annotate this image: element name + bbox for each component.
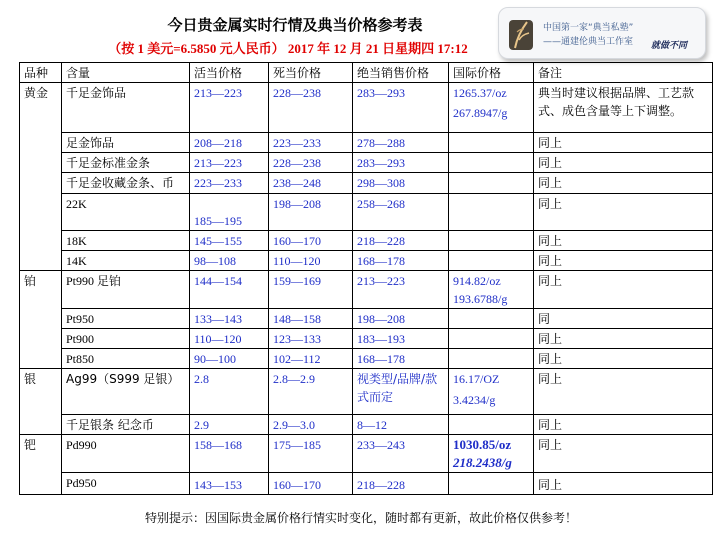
dead-price-cell: 2.8—2.9 xyxy=(269,369,353,415)
intl-price-cell xyxy=(449,231,534,251)
dead-price-cell: 2.9—3.0 xyxy=(269,415,353,435)
dead-price-cell: 198—208 xyxy=(269,194,353,231)
sale-price-cell: 233—243 xyxy=(353,435,449,473)
dead-price-cell: 228—238 xyxy=(269,153,353,173)
intl-price-cell xyxy=(449,329,534,349)
note-cell: 同上 xyxy=(534,415,713,435)
intl-price-cell xyxy=(449,435,534,473)
dead-price-cell: 223—233 xyxy=(269,133,353,153)
live-price-cell: 208—218 xyxy=(190,133,269,153)
sale-price-cell: 198—208 xyxy=(353,309,449,329)
live-price-cell: 110—120 xyxy=(190,329,269,349)
note-cell: 同上 xyxy=(534,194,713,231)
table-row xyxy=(20,415,713,435)
sale-price-cell: 218—228 xyxy=(353,231,449,251)
intl-price-cell xyxy=(449,369,534,415)
header-content: 含量 xyxy=(62,63,190,83)
sale-price-cell: 168—178 xyxy=(353,349,449,369)
dead-price-cell: 159—169 xyxy=(269,271,353,309)
table-row xyxy=(20,231,713,251)
note-cell: 典当时建议根据品牌、工艺款式、成色含量等上下调整。 xyxy=(534,83,713,133)
dead-price-cell: 110—120 xyxy=(269,251,353,271)
intl-price-oz: 1030.85/oz xyxy=(453,437,512,452)
header-live-price: 活当价格 xyxy=(190,63,269,83)
sale-price-cell: 213—223 xyxy=(353,271,449,309)
intl-price-oz: 16.17/OZ xyxy=(453,372,500,386)
intl-price-g: 267.8947/g xyxy=(453,106,508,120)
sale-price-cell: 283—293 xyxy=(353,83,449,133)
content-cell: 足金饰品 xyxy=(62,133,190,153)
intl-price-cell xyxy=(449,173,534,194)
dead-price-cell: 148—158 xyxy=(269,309,353,329)
content-cell: 千足金标准金条 xyxy=(62,153,190,173)
sale-price-cell: 218—228 xyxy=(353,473,449,495)
content-cell: Pt900 xyxy=(62,329,190,349)
sale-price-cell: 278—288 xyxy=(353,133,449,153)
note-cell: 同 xyxy=(534,309,713,329)
note-cell: 同上 xyxy=(534,329,713,349)
table-row xyxy=(20,435,713,473)
note-cell: 同上 xyxy=(534,251,713,271)
live-price-cell: 143—153 xyxy=(190,473,269,495)
live-price-cell: 2.8 xyxy=(190,369,269,415)
live-price-cell: 90—100 xyxy=(190,349,269,369)
bamboo-icon xyxy=(507,18,535,52)
sale-price-cell: 视类型/品牌/款式而定 xyxy=(353,369,449,415)
intl-price-cell xyxy=(449,271,534,309)
badge-card xyxy=(498,7,706,59)
badge-line2: ——通建伦典当工作室 xyxy=(543,37,634,47)
note-cell: 同上 xyxy=(534,369,713,415)
sale-price-cell: 183—193 xyxy=(353,329,449,349)
table-row xyxy=(20,153,713,173)
note-cell: 同上 xyxy=(534,133,713,153)
table-header-row xyxy=(20,63,713,83)
intl-price-g: 3.4234/g xyxy=(453,393,496,407)
content-cell: Pd950 xyxy=(62,473,190,495)
category-cell: 黄金 xyxy=(20,83,62,271)
note-cell: 同上 xyxy=(534,473,713,495)
table-row xyxy=(20,173,713,194)
table-row xyxy=(20,473,713,495)
live-price-cell: 213—223 xyxy=(190,83,269,133)
live-price-cell: 158—168 xyxy=(190,435,269,473)
intl-price-g: 193.6788/g xyxy=(453,292,508,306)
intl-price-cell xyxy=(449,194,534,231)
sale-price-cell: 168—178 xyxy=(353,251,449,271)
content-cell: Ag99（S999 足银） xyxy=(62,369,190,415)
content-cell: 22K xyxy=(62,194,190,231)
note-cell: 同上 xyxy=(534,271,713,309)
content-cell: Pt990 足铂 xyxy=(62,271,190,309)
exchange-rate-date: （按 1 美元=6.5850 元人民币） 2017 年 12 月 21 日星期四 17:12 xyxy=(108,41,468,56)
header-note: 备注 xyxy=(534,63,713,83)
content-cell: 千足金收藏金条、币 xyxy=(62,173,190,194)
table-row xyxy=(20,271,713,309)
live-price-cell: 223—233 xyxy=(190,173,269,194)
table-row xyxy=(20,251,713,271)
header-sale-price: 绝当销售价格 xyxy=(353,63,449,83)
category-cell: 铂 xyxy=(20,271,62,369)
note-cell: 同上 xyxy=(534,349,713,369)
studio-badge xyxy=(498,3,712,61)
live-price-cell: 145—155 xyxy=(190,231,269,251)
footer-notice: 特别提示：因国际贵金属价格行情实时变化，随时都有更新，故此价格仅供参考！ xyxy=(144,511,577,525)
content-cell: Pt950 xyxy=(62,309,190,329)
category-cell: 钯 xyxy=(20,435,62,495)
sale-price-cell: 8—12 xyxy=(353,415,449,435)
price-table xyxy=(19,62,713,495)
live-price-cell: 185—195 xyxy=(190,194,269,231)
live-price-cell: 2.9 xyxy=(190,415,269,435)
intl-price-cell xyxy=(449,153,534,173)
dead-price-cell: 160—170 xyxy=(269,231,353,251)
intl-price-cell xyxy=(449,83,534,133)
note-cell: 同上 xyxy=(534,173,713,194)
live-price-cell: 144—154 xyxy=(190,271,269,309)
dead-price-cell: 123—133 xyxy=(269,329,353,349)
header-category: 品种 xyxy=(20,63,62,83)
table-row xyxy=(20,309,713,329)
table-row xyxy=(20,194,713,231)
content-cell: Pt850 xyxy=(62,349,190,369)
intl-price-cell xyxy=(449,251,534,271)
sale-price-cell: 258—268 xyxy=(353,194,449,231)
table-row xyxy=(20,349,713,369)
live-price-cell: 133—143 xyxy=(190,309,269,329)
intl-price-oz: 1265.37/oz xyxy=(453,86,507,100)
sale-price-cell: 298—308 xyxy=(353,173,449,194)
category-cell: 银 xyxy=(20,369,62,435)
dead-price-cell: 228—238 xyxy=(269,83,353,133)
note-cell: 同上 xyxy=(534,435,713,473)
intl-price-cell xyxy=(449,309,534,329)
intl-price-cell xyxy=(449,415,534,435)
note-cell: 同上 xyxy=(534,153,713,173)
live-price-cell: 213—223 xyxy=(190,153,269,173)
note-cell: 同上 xyxy=(534,231,713,251)
header-dead-price: 死当价格 xyxy=(269,63,353,83)
content-cell: 千足银条 纪念币 xyxy=(62,415,190,435)
content-cell: Pd990 xyxy=(62,435,190,473)
content-cell: 18K xyxy=(62,231,190,251)
dead-price-cell: 160—170 xyxy=(269,473,353,495)
header-intl-price: 国际价格 xyxy=(449,63,534,83)
dead-price-cell: 102—112 xyxy=(269,349,353,369)
live-price-cell: 98—108 xyxy=(190,251,269,271)
badge-slogan: 就做不同 xyxy=(651,41,688,51)
intl-price-g: 218.2438/g xyxy=(453,455,512,470)
table-row xyxy=(20,133,713,153)
page-title: 今日贵金属实时行情及典当价格参考表 xyxy=(167,18,423,34)
intl-price-cell xyxy=(449,349,534,369)
intl-price-cell xyxy=(449,473,534,495)
intl-price-cell xyxy=(449,133,534,153)
content-cell: 14K xyxy=(62,251,190,271)
dead-price-cell: 238—248 xyxy=(269,173,353,194)
content-cell: 千足金饰品 xyxy=(62,83,190,133)
table-row xyxy=(20,329,713,349)
badge-line1: 中国第一家“典当私塾” xyxy=(543,23,634,33)
table-row xyxy=(20,83,713,133)
intl-price-oz: 914.82/oz xyxy=(453,274,501,288)
table-row xyxy=(20,369,713,415)
sale-price-cell: 283—293 xyxy=(353,153,449,173)
dead-price-cell: 175—185 xyxy=(269,435,353,473)
